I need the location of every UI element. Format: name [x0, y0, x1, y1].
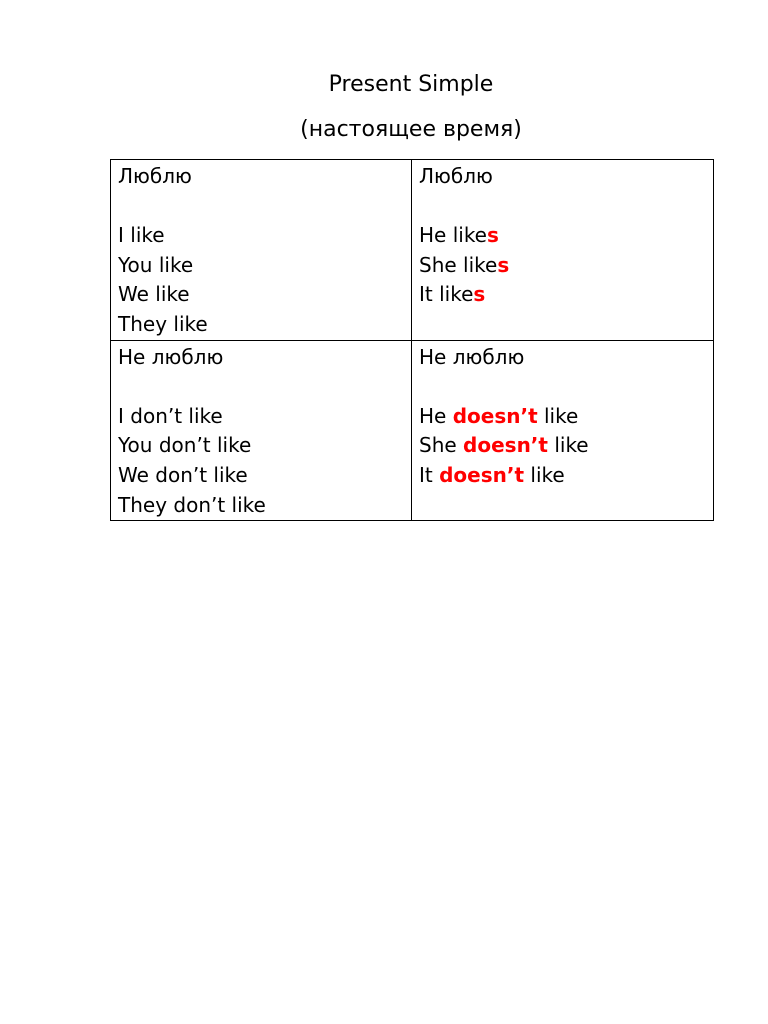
conjugation-line: You don’t like: [118, 433, 252, 458]
subject: He: [419, 403, 453, 428]
conjugation-line: You like: [118, 252, 194, 277]
conjugation-line: [419, 431, 707, 461]
highlighted-ending: s: [497, 252, 510, 277]
verb: like: [537, 403, 579, 428]
cell-heading: Люблю: [118, 164, 192, 188]
blank-line: [118, 192, 405, 222]
negative-row: [111, 340, 714, 521]
conjugation-line: I don’t like: [118, 403, 223, 428]
page-subtitle: (настоящее время): [300, 117, 522, 142]
highlighted-auxiliary: doesn’t: [452, 403, 538, 428]
conjugation-line: [419, 251, 707, 281]
verb-stem: He like: [419, 223, 487, 248]
verb: like: [524, 462, 565, 487]
verb: like: [547, 433, 589, 458]
conjugation-line: We don’t like: [118, 462, 248, 487]
blank-line: [419, 372, 707, 402]
affirmative-third-person-cell: [412, 160, 714, 341]
subject: She: [419, 433, 464, 458]
conjugation-line: [419, 280, 707, 310]
conjugation-line: We like: [118, 282, 190, 307]
cell-heading: Не люблю: [118, 344, 224, 369]
cell-heading: Люблю: [419, 164, 493, 188]
highlighted-auxiliary: doesn’t: [463, 433, 548, 458]
negative-third-person-cell: [412, 340, 714, 521]
highlighted-ending: s: [473, 282, 486, 307]
negative-plural-cell: [111, 340, 412, 521]
affirmative-row: [111, 160, 714, 341]
highlighted-ending: s: [487, 223, 499, 248]
cell-heading: Не люблю: [419, 344, 525, 369]
conjugation-line: [419, 402, 707, 432]
conjugation-table: [110, 159, 714, 521]
conjugation-line: I like: [118, 223, 165, 248]
verb-stem: It like: [419, 282, 474, 307]
affirmative-plural-cell: [111, 160, 412, 341]
conjugation-line: [419, 461, 707, 491]
conjugation-line: They like: [118, 311, 208, 336]
page-title: Present Simple: [328, 72, 494, 97]
conjugation-line: They don’t like: [118, 492, 266, 517]
highlighted-auxiliary: doesn’t: [439, 462, 525, 487]
verb-stem: She like: [419, 252, 498, 277]
blank-line: [419, 192, 707, 222]
conjugation-line: [419, 221, 707, 251]
subject: It: [419, 462, 440, 487]
blank-line: [118, 372, 405, 402]
